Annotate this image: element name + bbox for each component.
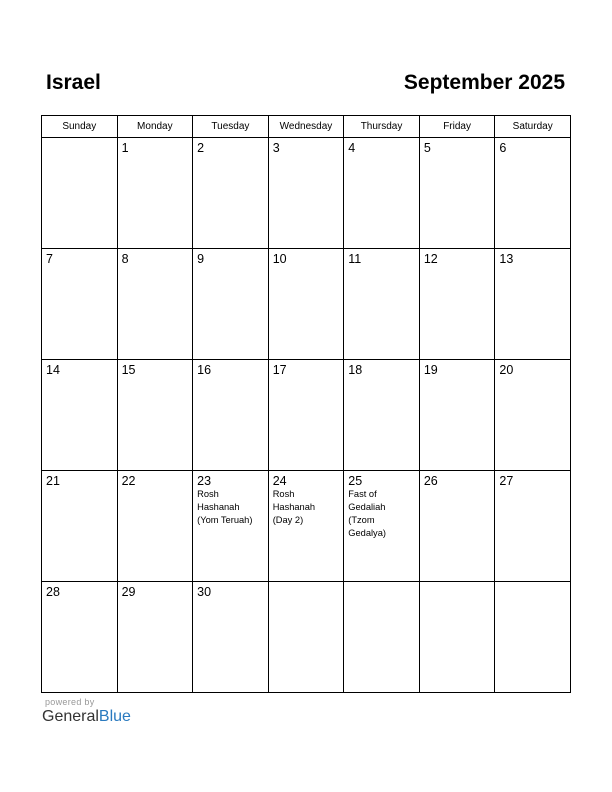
- day-cell[interactable]: [344, 360, 420, 471]
- day-cell[interactable]: [344, 582, 420, 693]
- day-cell[interactable]: [42, 582, 118, 693]
- day-cell[interactable]: [117, 360, 193, 471]
- day-cell[interactable]: [495, 471, 571, 582]
- holiday-event-line: Fast of: [348, 489, 377, 499]
- page-title-country: Israel: [46, 71, 101, 94]
- weekday-header-row: [42, 116, 571, 138]
- day-cell[interactable]: [117, 249, 193, 360]
- day-cell[interactable]: [193, 138, 269, 249]
- day-number: 9: [197, 252, 205, 266]
- day-number: 11: [348, 252, 362, 266]
- weekday-header: Wednesday: [268, 116, 344, 138]
- day-cell[interactable]: [193, 249, 269, 360]
- holiday-event-line: Rosh: [197, 489, 219, 499]
- day-cell[interactable]: [42, 360, 118, 471]
- day-cell[interactable]: [419, 138, 495, 249]
- day-cell[interactable]: [268, 471, 344, 582]
- powered-by-label: powered by: [45, 697, 95, 707]
- day-cell[interactable]: [117, 582, 193, 693]
- week-row: [42, 138, 571, 249]
- day-cell[interactable]: [344, 138, 420, 249]
- day-number: 5: [423, 141, 431, 155]
- day-number: 22: [121, 474, 136, 488]
- day-cell[interactable]: [495, 582, 571, 693]
- day-cell[interactable]: [419, 471, 495, 582]
- brand-logo[interactable]: [42, 708, 131, 726]
- day-cell[interactable]: [42, 471, 118, 582]
- day-cell[interactable]: [495, 360, 571, 471]
- day-number: 13: [499, 252, 514, 266]
- day-cell[interactable]: [419, 582, 495, 693]
- weekday-header: Saturday: [495, 116, 571, 138]
- day-number: 1: [121, 141, 129, 155]
- week-row: [42, 249, 571, 360]
- day-cell[interactable]: [268, 249, 344, 360]
- weekday-header: Monday: [117, 116, 193, 138]
- holiday-event-line: (Yom Teruah): [197, 515, 253, 525]
- day-cell[interactable]: [419, 249, 495, 360]
- day-cell[interactable]: [268, 582, 344, 693]
- day-number: 14: [46, 363, 60, 377]
- week-row: [42, 582, 571, 693]
- day-number: 17: [272, 363, 287, 377]
- day-number: 15: [121, 363, 136, 377]
- holiday-event-line: (Tzom: [348, 515, 375, 525]
- day-cell[interactable]: [419, 360, 495, 471]
- day-cell[interactable]: [193, 360, 269, 471]
- day-number: 4: [348, 141, 356, 155]
- day-cell[interactable]: [344, 471, 420, 582]
- holiday-event-line: Rosh: [272, 489, 295, 499]
- day-cell[interactable]: [495, 249, 571, 360]
- day-number: 25: [348, 474, 363, 488]
- holiday-event-line: Hashanah: [197, 502, 240, 512]
- page-title-month: September 2025: [403, 71, 565, 94]
- brand-name-general: General: [42, 708, 99, 725]
- week-row: [42, 360, 571, 471]
- day-number: 29: [121, 585, 136, 599]
- footer-branding: [42, 697, 131, 726]
- weekday-header: Friday: [419, 116, 495, 138]
- day-cell[interactable]: [495, 138, 571, 249]
- day-number: 27: [499, 474, 514, 488]
- day-number: 23: [197, 474, 212, 488]
- day-number: 19: [423, 363, 438, 377]
- day-number: 16: [197, 363, 212, 377]
- day-cell[interactable]: [42, 249, 118, 360]
- day-number: 18: [348, 363, 363, 377]
- day-cell[interactable]: [268, 360, 344, 471]
- brand-name-blue: Blue: [98, 708, 131, 725]
- weekday-header: Thursday: [344, 116, 420, 138]
- day-number: 3: [272, 141, 280, 155]
- weekday-header: Tuesday: [193, 116, 269, 138]
- day-cell[interactable]: [117, 138, 193, 249]
- day-cell[interactable]: [117, 471, 193, 582]
- day-number: 7: [46, 252, 53, 266]
- holiday-event-line: Hashanah: [272, 502, 316, 512]
- day-number: 12: [423, 252, 438, 266]
- holiday-event-line: (Day 2): [272, 515, 304, 525]
- day-cell[interactable]: [268, 138, 344, 249]
- day-number: 24: [272, 474, 287, 488]
- day-number: 8: [121, 252, 129, 266]
- day-number: 21: [46, 474, 60, 488]
- day-number: 26: [423, 474, 438, 488]
- day-cell[interactable]: [193, 471, 269, 582]
- day-number: 30: [197, 585, 212, 599]
- calendar-grid: [41, 115, 571, 693]
- day-cell[interactable]: [193, 582, 269, 693]
- day-number: 2: [197, 141, 205, 155]
- day-number: 20: [499, 363, 514, 377]
- holiday-event-line: Gedalya): [348, 528, 386, 538]
- day-number: 28: [46, 585, 60, 599]
- week-row: [42, 471, 571, 582]
- day-number: 10: [272, 252, 287, 266]
- holiday-event-line: Gedaliah: [348, 502, 386, 512]
- day-cell[interactable]: [344, 249, 420, 360]
- weekday-header: Sunday: [42, 116, 118, 138]
- day-cell[interactable]: [42, 138, 118, 249]
- day-number: 6: [499, 141, 507, 155]
